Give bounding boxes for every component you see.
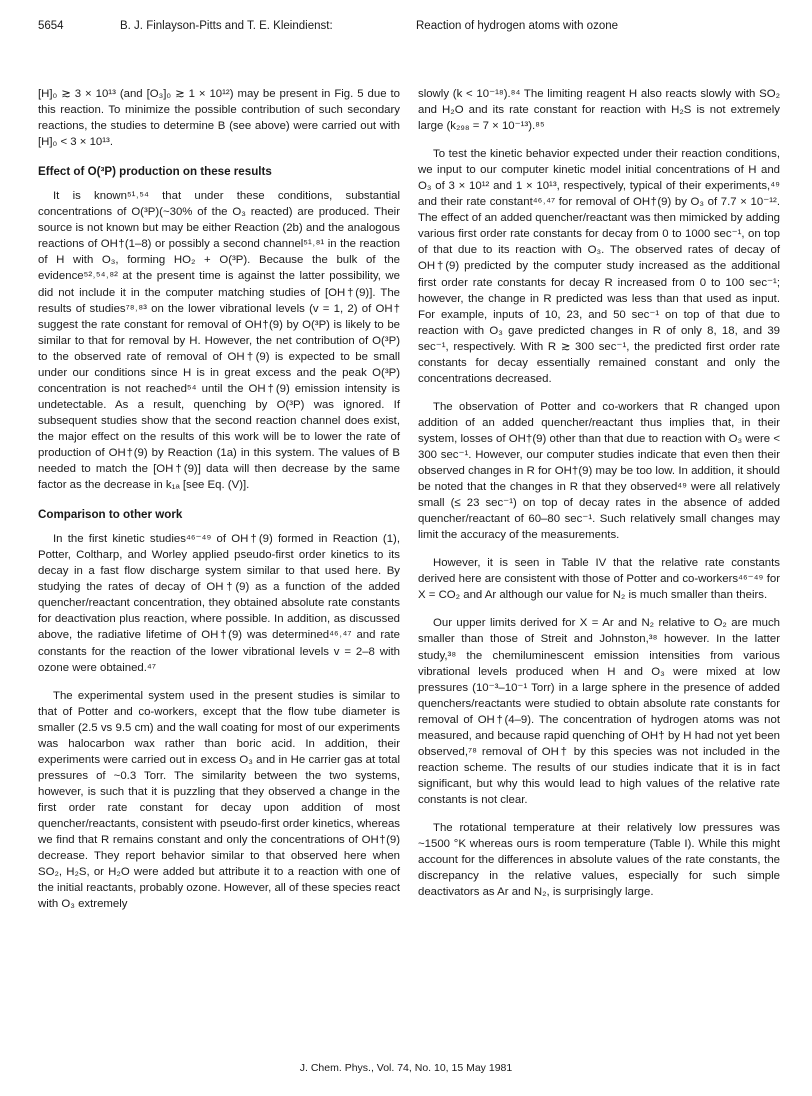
paragraph: However, it is seen in Table IV that the relative rate constants derived here are consistent with those of Potter and co-workers⁴⁶⁻⁴⁹ for X = CO₂ and Ar although our value for N₂ is much smaller than theirs. xyxy=(418,557,780,602)
paragraph: To test the kinetic behavior expected under their reaction conditions, we input to our computer kinetic model initial concentrations of H and O₃ of 3 × 10¹² and 1 × 10¹³, respectively, typical of their experiments,⁴⁹ and their rate constant⁴⁶˒⁴⁷ for removal of OH†(9) by O₃ of 7.7 × 10⁻¹². The effect of an added quencher/reactant was then mimicked by adding various first order rate constants for decay from 0 to 1000 sec⁻¹, on top of that due to its reaction with O₃. The observed rates of decay of OH†(9) predicted by the computer study increased as the additional first order rate constants for decay R increased from 0 to 100 sec⁻¹; however, the change in R predicted was less than that used as input. For example, inputs of 10, 23, and 50 sec⁻¹ on top of that due to reaction with O₃ gave predicted changes in R of only 8, 18, and 39 sec⁻¹, respectively. With R ≳ 300 sec⁻¹, the predicted first order rate constants for decay essentially remained constant and only the concentrations decreased. xyxy=(418,148,780,385)
page-number: 5654 xyxy=(38,20,64,32)
paragraph: slowly (k < 10⁻¹⁸).⁸⁴ The limiting reagent H also reacts slowly with SO₂ and H₂O and its rate constant for reaction with H₂S is not extremely large (k₂₉₈ = 7 × 10⁻¹³).⁸⁵ xyxy=(418,88,780,133)
left-column xyxy=(38,86,400,924)
running-head-authors: B. J. Finlayson-Pitts and T. E. Kleindienst: xyxy=(120,20,333,32)
section-heading: Comparison to other work xyxy=(38,508,183,522)
paragraph: The experimental system used in the present studies is similar to that of Potter and co-workers, except that the flow tube diameter is smaller (2.5 vs 9.5 cm) and the wall coating for most of our experiments was halocarbon wax rather than boric acid. In addition, their experiments were carried out in excess O₃ and in He carrier gas at total pressures of ~0.3 Torr. The similarity between the two systems, however, is such that it is puzzling that they observed a change in the first order rate constant for decay upon addition of most quencher/reactants, consistent with pseudo-first order kinetics, whereas we find that R remains constant and only the concentrations of OH†(9) decrease. They report behavior similar to that observed here when SO₂, H₂S, or H₂O were added but attribute it to a reaction with one of the initial reactants, probably ozone. However, all of these species react with O₃ extremely xyxy=(38,689,400,911)
paragraph: [H]₀ ≳ 3 × 10¹³ (and [O₃]₀ ≳ 1 × 10¹²) may be present in Fig. 5 due to this reaction. To minimize the possible contribution of such secondary reactions, the studies to determine B (see above) were carried out with [H]₀ < 3 × 10¹³. xyxy=(38,88,400,149)
right-column xyxy=(418,86,780,912)
paragraph: It is known⁵¹˒⁵⁴ that under these conditions, substantial concentrations of O(³P)(~30% of the O₃ reacted) are produced. Their source is not known but may be either Reaction (2b) and the analogous reactions of OH†(1–8) or possibly a second channel⁵¹˒⁸¹ in the reaction of H with O₃, forming HO₂ + O(³P). Because the bulk of the evidence⁵²˒⁵⁴˒⁸² at the present time is against the latter possibility, we did not include it in the computer matching studies of [OH†(9)]. The results of studies⁷⁸˒⁸³ on the lower vibrational levels (v = 1, 2) of OH† suggest the rate constant for removal of OH†(9) by O(³P) is likely to be similar to that for removal by H. However, the net contribution of O(³P) to the observed rate of removal of OH†(9) is expected to be small under our conditions since H is in great excess and the peak O(³P) concentration is not reached⁵⁴ until the OH†(9) emission intensity is undetectable. As a result, quenching by O(³P) was ignored. If subsequent studies show that the second reaction channel does exist, the major effect on the results of this work will be to lower the rate of production of OH†(9) by Reaction (1a) in this system. The values of B needed to match the [OH†(9)] data will then decrease by the same factor as the decrease in k₁ₐ [see Eq. (V)]. xyxy=(38,190,400,492)
paragraph: The rotational temperature at their relatively low pressures was ~1500 °K whereas ours is room temperature (Table I). While this might account for the differences in absolute values of the rate constants, the discrepancy in the relative values, especially for such simple deactivators as Ar and N₂, is surprisingly large. xyxy=(418,821,780,899)
paragraph: Our upper limits derived for X = Ar and N₂ relative to O₂ are much smaller than those of Streit and Johnston,³⁸ however. In the latter study,³⁸ the chemiluminescent emission intensities from various vibrational levels produced when H and O₃ were mixed at low pressures (10⁻³–10⁻¹ Torr) in a large sphere in the presence of added quenchers/reactants were studied to obtain absolute rate constants for removal of OH†(4–9). The concentration of hydrogen atoms was not measured, and because rapid quenching of OH† by H had not yet been observed,⁷⁸ removal of OH† by this species was not included in the reaction scheme. The results of our studies indicate that it is in fact significant, but why this would lead to high values of the relative rate constants is not clear. xyxy=(418,617,780,806)
paragraph: The observation of Potter and co-workers that R changed upon addition of an added quencher/reactant thus implies that, in their system, losses of OH†(9) other than that due to reaction with O₃ were < 300 sec⁻¹. However, our computer studies indicate that even then their observed changes in R for OH†(9) may be too low. In addition, it should be noted that the changes in R that they observed⁴⁹ were all relatively small (≤ 23 sec⁻¹) on top of decay rates in the absence of added quencher/reactant of 60–80 sec⁻¹. Such relatively small changes may limit the accuracy of the measurements. xyxy=(418,400,780,542)
paragraph: In the first kinetic studies⁴⁶⁻⁴⁹ of OH†(9) formed in Reaction (1), Potter, Coltharp, and Worley applied pseudo-first order kinetics to its decay in a fast flow discharge system similar to that used here. By studying the rates of decay of OH†(9) as a function of the added quencher/reactant concentration, they obtained absolute rate constants for deactivation plus reaction, where possible. In addition, as discussed above, the radiative lifetime of OH†(9) was determined⁴⁶˒⁴⁷ and rate constants for the reaction of the lower vibrational levels v = 2–8 with ozone were obtained.⁴⁷ xyxy=(38,533,400,674)
section-heading: Effect of O(³P) production on these results xyxy=(38,165,272,179)
journal-citation-footer: J. Chem. Phys., Vol. 74, No. 10, 15 May 1981 xyxy=(299,1062,513,1074)
running-head-title: Reaction of hydrogen atoms with ozone xyxy=(416,20,619,32)
